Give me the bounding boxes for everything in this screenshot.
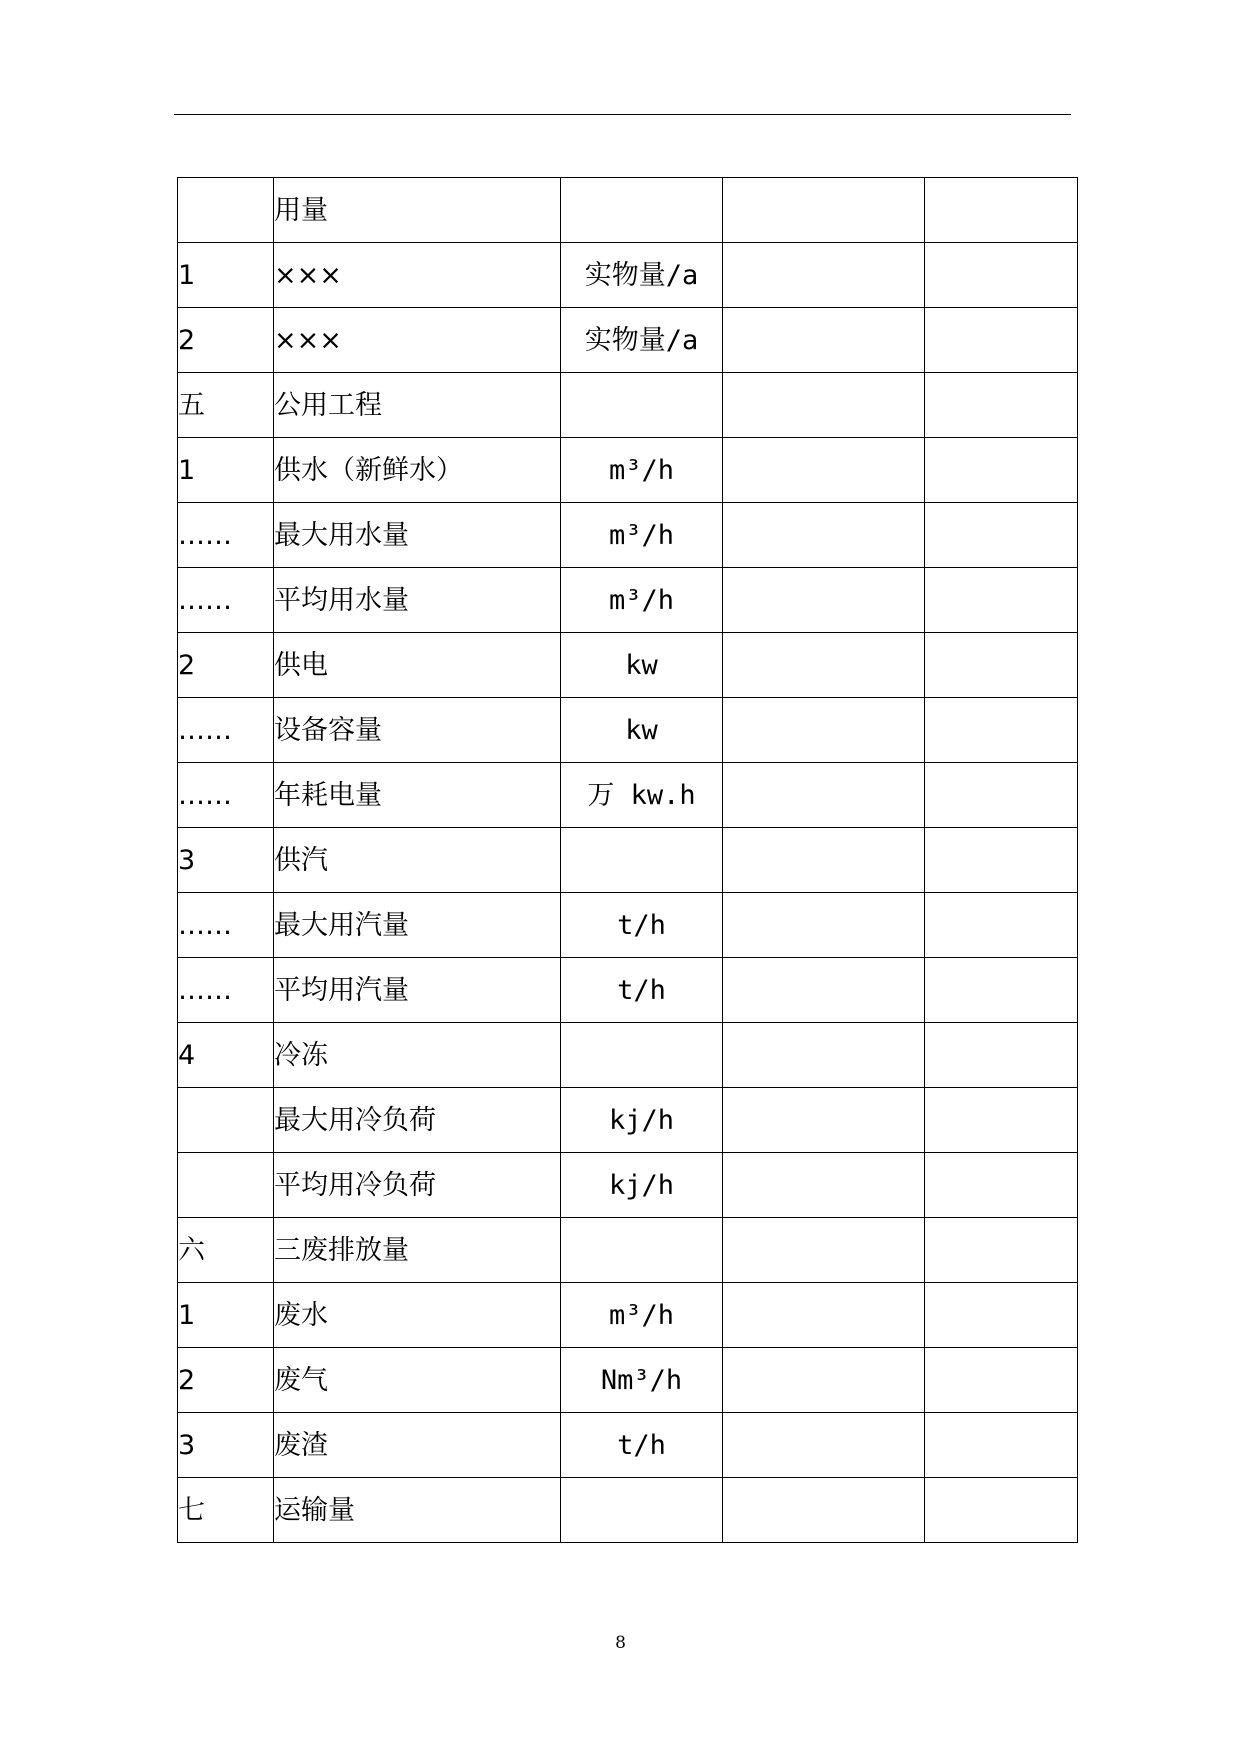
item-name-cell: 最大用汽量 <box>274 893 561 958</box>
row-number-cell <box>178 178 274 243</box>
row-number-cell: …… <box>178 763 274 828</box>
item-name-cell: 最大用水量 <box>274 503 561 568</box>
item-name-cell: ××× <box>274 308 561 373</box>
value-cell-1 <box>723 1218 925 1283</box>
table-row <box>178 1478 1078 1543</box>
value-cell-2 <box>925 1088 1078 1153</box>
value-cell-2 <box>925 178 1078 243</box>
unit-cell: m³/h <box>561 568 723 633</box>
value-cell-1 <box>723 1088 925 1153</box>
row-number-cell: …… <box>178 893 274 958</box>
row-number-cell <box>178 1088 274 1153</box>
value-cell-2 <box>925 243 1078 308</box>
row-number-cell: 2 <box>178 1348 274 1413</box>
unit-cell: Nm³/h <box>561 1348 723 1413</box>
header-rule <box>174 114 1071 115</box>
table-row <box>178 698 1078 763</box>
item-name-cell: ××× <box>274 243 561 308</box>
unit-cell: kj/h <box>561 1153 723 1218</box>
item-name-cell: 设备容量 <box>274 698 561 763</box>
item-name-cell: 废气 <box>274 1348 561 1413</box>
value-cell-1 <box>723 178 925 243</box>
row-number-cell: 1 <box>178 1283 274 1348</box>
row-number-cell: 2 <box>178 633 274 698</box>
unit-cell <box>561 1478 723 1543</box>
value-cell-2 <box>925 828 1078 893</box>
value-cell-1 <box>723 373 925 438</box>
parameter-table <box>177 177 1078 1543</box>
row-number-cell: 4 <box>178 1023 274 1088</box>
unit-cell: 实物量/a <box>561 243 723 308</box>
value-cell-1 <box>723 243 925 308</box>
row-number-cell <box>178 1153 274 1218</box>
unit-cell: t/h <box>561 1413 723 1478</box>
row-number-cell: …… <box>178 958 274 1023</box>
row-number-cell: 七 <box>178 1478 274 1543</box>
item-name-cell: 三废排放量 <box>274 1218 561 1283</box>
unit-cell: kj/h <box>561 1088 723 1153</box>
item-name-cell: 最大用冷负荷 <box>274 1088 561 1153</box>
table-row <box>178 373 1078 438</box>
unit-cell: kw <box>561 633 723 698</box>
item-name-cell: 废水 <box>274 1283 561 1348</box>
item-name-cell: 平均用水量 <box>274 568 561 633</box>
table-row <box>178 243 1078 308</box>
page-number: 8 <box>615 1633 626 1653</box>
value-cell-1 <box>723 828 925 893</box>
table-row <box>178 503 1078 568</box>
value-cell-1 <box>723 1023 925 1088</box>
unit-cell: m³/h <box>561 503 723 568</box>
value-cell-2 <box>925 568 1078 633</box>
value-cell-2 <box>925 698 1078 763</box>
value-cell-2 <box>925 893 1078 958</box>
value-cell-2 <box>925 438 1078 503</box>
row-number-cell: 六 <box>178 1218 274 1283</box>
item-name-cell: 供电 <box>274 633 561 698</box>
value-cell-1 <box>723 503 925 568</box>
item-name-cell: 供汽 <box>274 828 561 893</box>
value-cell-1 <box>723 1348 925 1413</box>
value-cell-1 <box>723 958 925 1023</box>
unit-cell: 实物量/a <box>561 308 723 373</box>
value-cell-2 <box>925 373 1078 438</box>
unit-cell: 万 kw.h <box>561 763 723 828</box>
item-name-cell: 公用工程 <box>274 373 561 438</box>
row-number-cell: 五 <box>178 373 274 438</box>
value-cell-1 <box>723 763 925 828</box>
value-cell-2 <box>925 1153 1078 1218</box>
value-cell-2 <box>925 503 1078 568</box>
row-number-cell: 2 <box>178 308 274 373</box>
value-cell-2 <box>925 1348 1078 1413</box>
table-row <box>178 568 1078 633</box>
value-cell-1 <box>723 1478 925 1543</box>
value-cell-2 <box>925 308 1078 373</box>
row-number-cell: …… <box>178 698 274 763</box>
item-name-cell: 废渣 <box>274 1413 561 1478</box>
item-name-cell: 供水（新鲜水） <box>274 438 561 503</box>
item-name-cell: 平均用汽量 <box>274 958 561 1023</box>
value-cell-1 <box>723 893 925 958</box>
table-row <box>178 178 1078 243</box>
table-row <box>178 893 1078 958</box>
table-row <box>178 1283 1078 1348</box>
value-cell-2 <box>925 633 1078 698</box>
item-name-cell: 用量 <box>274 178 561 243</box>
table-row <box>178 1153 1078 1218</box>
value-cell-1 <box>723 568 925 633</box>
unit-cell: t/h <box>561 958 723 1023</box>
value-cell-2 <box>925 958 1078 1023</box>
row-number-cell: …… <box>178 503 274 568</box>
table-row <box>178 633 1078 698</box>
unit-cell: kw <box>561 698 723 763</box>
table-body <box>178 178 1078 1543</box>
value-cell-1 <box>723 1153 925 1218</box>
unit-cell <box>561 373 723 438</box>
unit-cell <box>561 828 723 893</box>
row-number-cell: 1 <box>178 438 274 503</box>
table-row <box>178 1088 1078 1153</box>
table-row <box>178 308 1078 373</box>
unit-cell <box>561 178 723 243</box>
value-cell-1 <box>723 308 925 373</box>
value-cell-1 <box>723 698 925 763</box>
row-number-cell: 3 <box>178 828 274 893</box>
unit-cell <box>561 1218 723 1283</box>
item-name-cell: 年耗电量 <box>274 763 561 828</box>
row-number-cell: 3 <box>178 1413 274 1478</box>
value-cell-2 <box>925 1478 1078 1543</box>
value-cell-1 <box>723 1283 925 1348</box>
value-cell-2 <box>925 763 1078 828</box>
table-row <box>178 1413 1078 1478</box>
table-row <box>178 958 1078 1023</box>
value-cell-2 <box>925 1023 1078 1088</box>
row-number-cell: …… <box>178 568 274 633</box>
table-row <box>178 828 1078 893</box>
table-row <box>178 763 1078 828</box>
table-row <box>178 1218 1078 1283</box>
item-name-cell: 运输量 <box>274 1478 561 1543</box>
row-number-cell: 1 <box>178 243 274 308</box>
value-cell-2 <box>925 1283 1078 1348</box>
table-row <box>178 1023 1078 1088</box>
unit-cell <box>561 1023 723 1088</box>
value-cell-1 <box>723 438 925 503</box>
item-name-cell: 冷冻 <box>274 1023 561 1088</box>
value-cell-2 <box>925 1413 1078 1478</box>
value-cell-1 <box>723 1413 925 1478</box>
value-cell-2 <box>925 1218 1078 1283</box>
table-row <box>178 438 1078 503</box>
item-name-cell: 平均用冷负荷 <box>274 1153 561 1218</box>
value-cell-1 <box>723 633 925 698</box>
unit-cell: m³/h <box>561 1283 723 1348</box>
unit-cell: t/h <box>561 893 723 958</box>
table-row <box>178 1348 1078 1413</box>
unit-cell: m³/h <box>561 438 723 503</box>
